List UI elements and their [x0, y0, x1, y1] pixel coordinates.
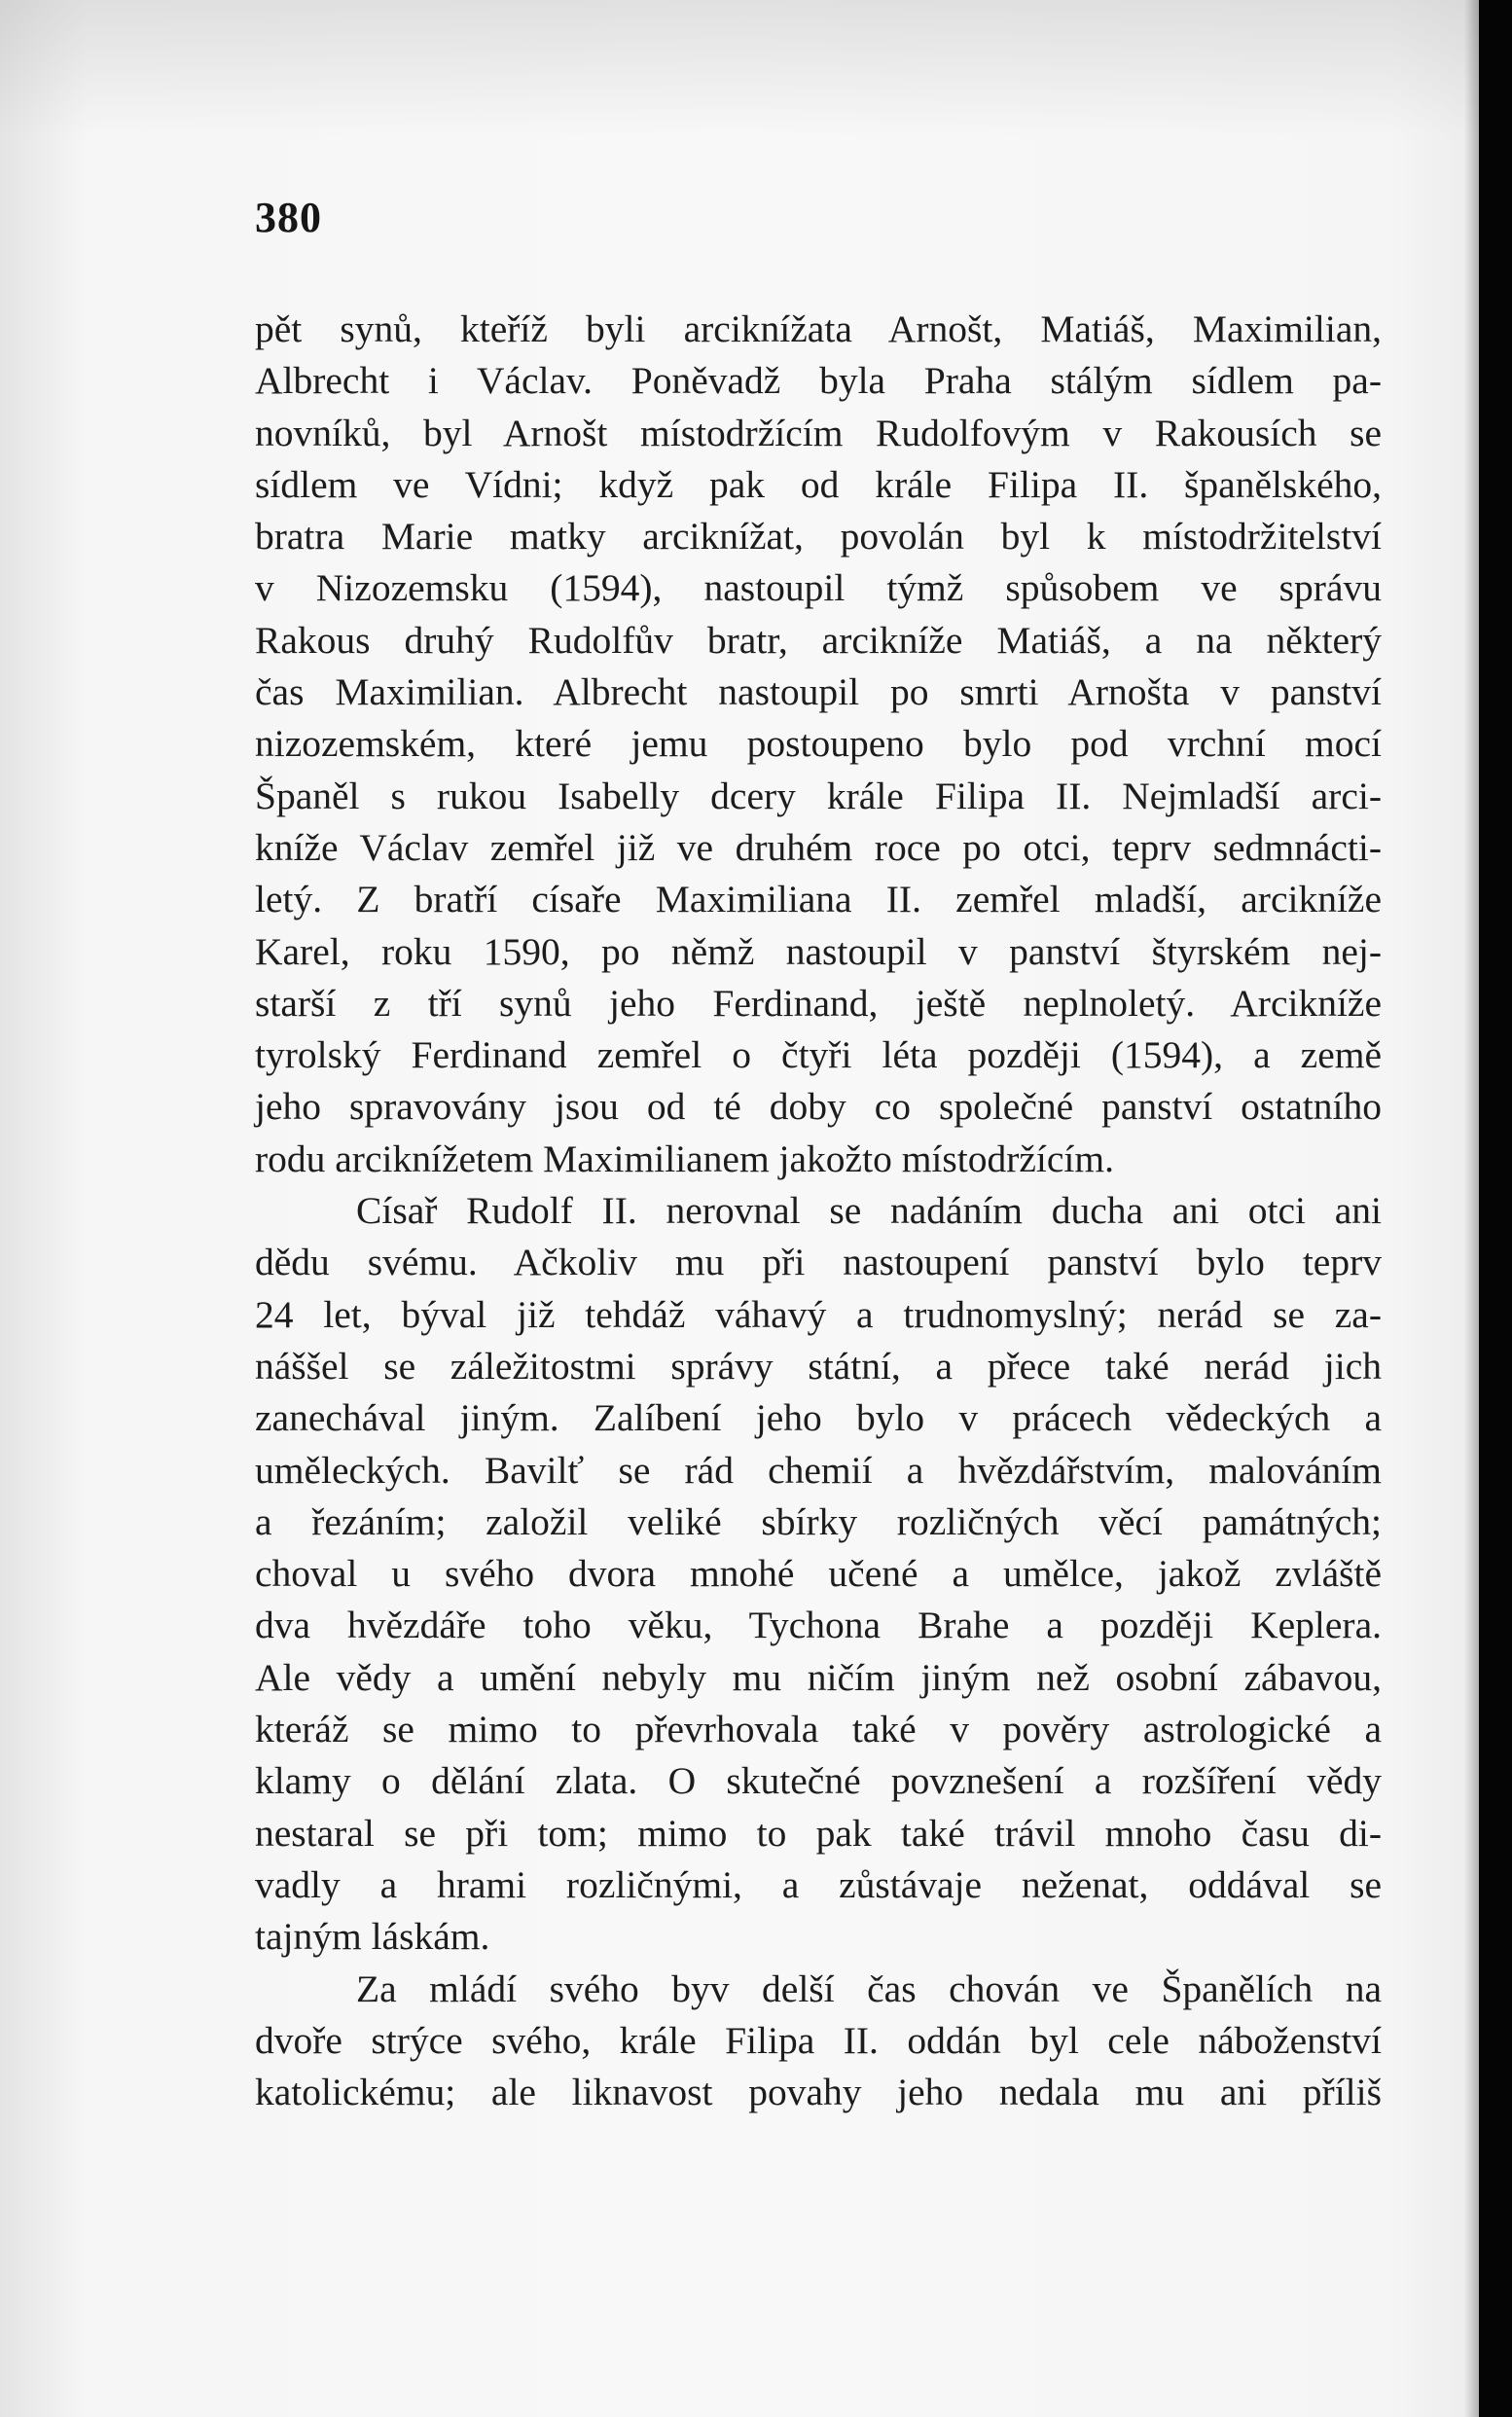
text-line: rodu arciknížetem Maximilianem jakožto místodržícím.	[255, 1136, 1115, 1180]
text-line: nestaral se při tom; mimo to pak také trávil mnoho času di-	[255, 1811, 1382, 1855]
text-line: Císař Rudolf II. nerovnal se nadáním ducha ani otci ani	[356, 1189, 1382, 1233]
text-line: sídlem ve Vídni; když pak od krále Filipa II. španělského,	[255, 462, 1382, 506]
text-line: Za mládí svého byv delší čas chován ve Španělích na	[356, 1966, 1382, 2010]
binding-edge	[1479, 0, 1512, 2417]
text-line: letý. Z bratří císaře Maximiliana II. zemřel mladší, arcikníže	[255, 878, 1382, 921]
text-line: choval u svého dvora mnohé učené a umělce, jakož zvláště	[255, 1552, 1382, 1596]
text-line: kteráž se mimo to převrhovala také v pověry astrologické a	[255, 1708, 1382, 1751]
text-line: vadly a hrami rozličnými, a zůstávaje neženat, oddával se	[255, 1862, 1382, 1906]
text-line: a řezáním; založil veliké sbírky rozličných věcí památných;	[255, 1499, 1382, 1543]
text-line: dvoře strýce svého, krále Filipa II. oddán byl cele náboženství	[255, 2018, 1382, 2062]
text-line: zanechával jiným. Zalíbení jeho bylo v prácech vědeckých a	[255, 1396, 1382, 1440]
text-line: Karel, roku 1590, po němž nastoupil v panství štyrském nej-	[255, 929, 1382, 973]
text-line: čas Maximilian. Albrecht nastoupil po smrti Arnošta v panství	[255, 670, 1382, 714]
text-line: dva hvězdáře toho věku, Tychona Brahe a později Keplera.	[255, 1604, 1382, 1647]
text-line: bratra Marie matky arciknížat, povolán byl k místodržitelství	[255, 515, 1382, 559]
spine-shadow	[1464, 0, 1479, 2417]
text-line: Ale vědy a umění nebyly mu ničím jiným než osobní zábavou,	[255, 1655, 1382, 1699]
text-line: tajným láskám.	[255, 1915, 490, 1959]
text-line: náššel se záležitostmi správy státní, a přece také nerád jich	[255, 1344, 1382, 1388]
text-line: dědu svému. Ačkoliv mu při nastoupení panství bylo teprv	[255, 1241, 1382, 1284]
text-line: kníže Václav zemřel již ve druhém roce po otci, teprv sedmnácti-	[255, 825, 1382, 869]
text-line: Rakous druhý Rudolfův bratr, arcikníže Matiáš, a na některý	[255, 618, 1382, 662]
text-line: uměleckých. Bavilť se rád chemií a hvězdářstvím, malováním	[255, 1448, 1382, 1492]
text-line: klamy o dělání zlata. O skutečné povznešení a rozšíření vědy	[255, 1759, 1382, 1803]
page-body-text	[255, 304, 1382, 2118]
text-line: jeho spravovány jsou od té doby co společné panství ostatního	[255, 1085, 1382, 1129]
text-line: Albrecht i Václav. Poněvadž byla Praha stálým sídlem pa-	[255, 359, 1382, 403]
text-line: 24 let, býval již tehdáž váhavý a trudnomyslný; nerád se za-	[255, 1292, 1382, 1336]
text-line: katolickému; ale liknavost povahy jeho nedala mu ani příliš	[255, 2071, 1382, 2114]
text-line: starší z tří synů jeho Ferdinand, ještě neplnoletý. Arcikníže	[255, 981, 1382, 1025]
text-line: tyrolský Ferdinand zemřel o čtyři léta později (1594), a země	[255, 1033, 1382, 1077]
text-line: Španěl s rukou Isabelly dcery krále Filipa II. Nejmladší arci-	[255, 774, 1382, 817]
text-line: novníků, byl Arnošt místodržícím Rudolfovým v Rakousích se	[255, 411, 1382, 454]
text-line: nizozemském, které jemu postoupeno bylo pod vrchní mocí	[255, 722, 1382, 766]
text-line: v Nizozemsku (1594), nastoupil týmž spůsobem ve správu	[255, 566, 1382, 610]
page-number: 380	[255, 194, 322, 241]
text-line: pět synů, kteříž byli arciknížata Arnošt, Matiáš, Maximilian,	[255, 307, 1382, 350]
